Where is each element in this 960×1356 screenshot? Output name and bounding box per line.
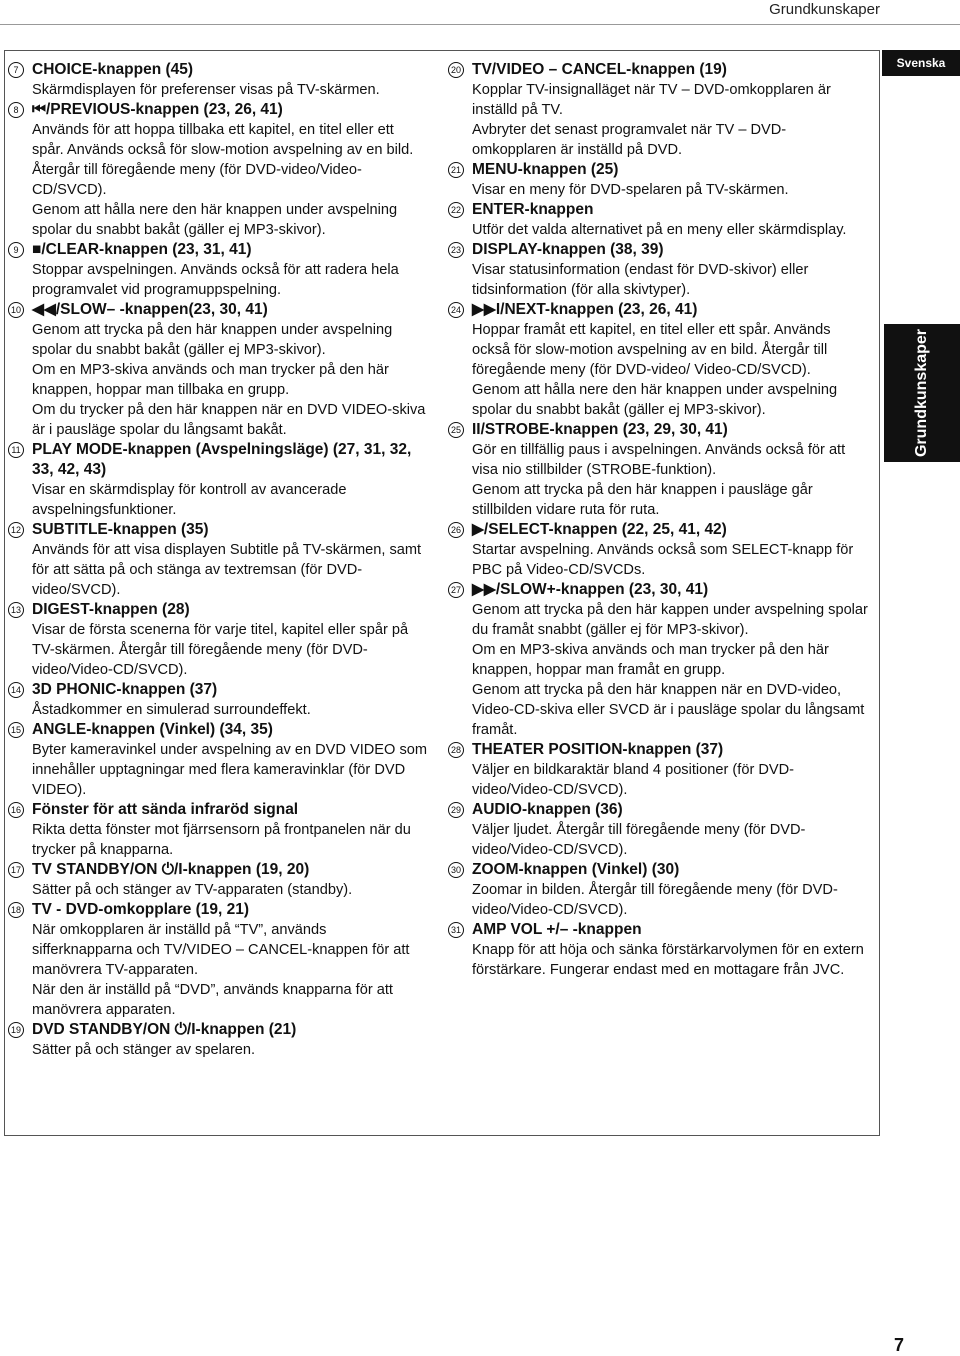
item-title	[448, 860, 868, 880]
item-number-badge: 7	[8, 62, 24, 78]
item-description-paragraph: Används för att visa displayen Subtitle på TV-skärmen, samt för att sätta på och stänga av textremsan (för DVD-video/SVCD).	[32, 542, 422, 598]
list-item	[8, 680, 428, 720]
item-description	[8, 120, 428, 240]
item-number-badge: 23	[448, 242, 464, 258]
item-description	[8, 740, 428, 800]
item-description	[448, 260, 868, 300]
item-title	[448, 580, 868, 600]
item-description	[448, 180, 868, 200]
item-description-paragraph: Genom att hålla nere den här knappen under avspelning spolar du snabbt bakåt (gäller ej MP3-skivor).	[32, 202, 398, 238]
item-description	[448, 440, 868, 520]
item-title-text: Fönster för att sända infraröd signal	[32, 801, 299, 818]
item-description-paragraph: Stoppar avspelningen. Används också för att radera hela programvalet vid programuppspelning.	[32, 262, 399, 298]
item-title	[448, 800, 868, 820]
list-item	[8, 520, 428, 600]
item-description	[448, 220, 868, 240]
item-number-badge: 17	[8, 862, 24, 878]
item-description	[448, 80, 868, 160]
item-description-paragraph: Genom att trycka på den här knappen under avspelning spolar du snabbt bakåt (gäller ej MP3-skivor).	[32, 322, 393, 358]
item-description	[448, 600, 868, 740]
list-item	[8, 300, 428, 440]
list-item	[448, 800, 868, 860]
list-item	[448, 160, 868, 200]
item-description-paragraph: Sätter på och stänger av TV-apparaten (standby).	[32, 882, 353, 898]
item-title	[8, 100, 428, 120]
item-description	[8, 80, 428, 100]
item-title	[448, 160, 868, 180]
item-description-paragraph: Kopplar TV-insignalläget när TV – DVD-omkopplaren är inställd på TV.	[472, 82, 831, 118]
item-title-text: CHOICE-knappen (45)	[32, 61, 194, 78]
item-description-paragraph: Genom att hålla nere den här knappen under avspelning spolar du snabbt bakåt (gäller ej MP3-skivor).	[472, 382, 838, 418]
item-number-badge: 9	[8, 242, 24, 258]
item-title-text: ANGLE-knappen (Vinkel) (34, 35)	[32, 721, 273, 738]
item-title	[8, 440, 428, 480]
item-title-text: PLAY MODE-knappen (Avspelningsläge) (27, 31, 32, 33, 42, 43)	[32, 441, 412, 478]
item-title	[8, 1020, 428, 1040]
item-title	[448, 240, 868, 260]
item-number-badge: 21	[448, 162, 464, 178]
item-description-paragraph: Knapp för att höja och sänka förstärkarvolymen för en extern förstärkare. Fungerar endast med en mottagare från JVC.	[472, 942, 864, 978]
item-number-badge: 20	[448, 62, 464, 78]
list-item	[8, 800, 428, 860]
item-description-paragraph: Visar statusinformation (endast för DVD-skivor) eller tidsinformation (för alla skivtyper).	[472, 262, 809, 298]
item-description	[8, 820, 428, 860]
item-number-badge: 25	[448, 422, 464, 438]
item-title-text: THEATER POSITION-knappen (37)	[472, 741, 724, 758]
list-item	[8, 60, 428, 100]
item-title-text: DVD STANDBY/ON ⏻/I-knappen (21)	[32, 1021, 297, 1038]
item-title	[8, 720, 428, 740]
item-title-text: ZOOM-knappen (Vinkel) (30)	[472, 861, 680, 878]
item-description-paragraph: Om en MP3-skiva används och man trycker på den här knappen, hoppar man tillbaka en grupp.	[32, 362, 389, 398]
item-title	[448, 740, 868, 760]
item-title-text: SUBTITLE-knappen (35)	[32, 521, 209, 538]
item-description-paragraph: Visar en meny för DVD-spelaren på TV-skärmen.	[472, 182, 789, 198]
item-description-paragraph: Visar en skärmdisplay för kontroll av avancerade avspelningsfunktioner.	[32, 482, 347, 518]
item-title-text: TV STANDBY/ON ⏻/I-knappen (19, 20)	[32, 861, 310, 878]
section-tab-label: Grundkunskaper	[913, 328, 930, 458]
item-description	[8, 920, 428, 1020]
item-description	[8, 540, 428, 600]
item-description-paragraph: Skärmdisplayen för preferenser visas på TV-skärmen.	[32, 82, 380, 98]
item-number-badge: 29	[448, 802, 464, 818]
item-number-badge: 14	[8, 682, 24, 698]
header-section-label: Grundkunskaper	[769, 1, 880, 18]
list-item	[8, 100, 428, 240]
item-title-text: ENTER-knappen	[472, 201, 594, 218]
item-number-badge: 18	[8, 902, 24, 918]
item-title-text: AMP VOL +/– -knappen	[472, 921, 642, 938]
item-description	[448, 540, 868, 580]
item-title	[8, 800, 428, 820]
header-divider	[0, 24, 960, 25]
item-description-paragraph: Genom att trycka på den här kappen under avspelning spolar du framåt snabbt (gäller ej för MP3-skivor).	[472, 602, 868, 638]
item-description-paragraph: Genom att trycka på den här knappen i pausläge går stillbilden vidare ruta för ruta.	[472, 482, 813, 518]
item-title	[8, 300, 428, 320]
list-item	[8, 860, 428, 900]
list-item	[448, 580, 868, 740]
item-title	[448, 300, 868, 320]
item-description	[8, 480, 428, 520]
item-title	[448, 200, 868, 220]
item-title-text: TV/VIDEO – CANCEL-knappen (19)	[472, 61, 727, 78]
item-title	[8, 900, 428, 920]
item-description-paragraph: Utför det valda alternativet på en meny eller skärmdisplay.	[472, 222, 847, 238]
list-item	[8, 1020, 428, 1060]
item-title	[448, 520, 868, 540]
item-description	[8, 620, 428, 680]
list-item	[8, 600, 428, 680]
right-column	[448, 60, 868, 980]
item-title-text: 3D PHONIC-knappen (37)	[32, 681, 218, 698]
item-number-badge: 26	[448, 522, 464, 538]
item-title-text: ■/CLEAR-knappen (23, 31, 41)	[32, 241, 252, 258]
item-title	[448, 60, 868, 80]
item-title-text: DISPLAY-knappen (38, 39)	[472, 241, 664, 258]
left-column	[8, 60, 428, 1060]
item-title-text: AUDIO-knappen (36)	[472, 801, 623, 818]
item-title	[8, 520, 428, 540]
item-description	[8, 880, 428, 900]
list-item	[448, 520, 868, 580]
item-title-text: ▶▶/SLOW+-knappen (23, 30, 41)	[472, 581, 709, 598]
item-description-paragraph: Zoomar in bilden. Återgår till föregående meny (för DVD-video/Video-CD/SVCD).	[472, 882, 838, 918]
item-description	[448, 760, 868, 800]
list-item	[448, 60, 868, 160]
item-number-badge: 28	[448, 742, 464, 758]
item-description-paragraph: Rikta detta fönster mot fjärrsensorn på frontpanelen när du trycker på knapparna.	[32, 822, 411, 858]
item-title-text: ▶/SELECT-knappen (22, 25, 41, 42)	[472, 521, 727, 538]
list-item	[8, 440, 428, 520]
item-number-badge: 30	[448, 862, 464, 878]
item-description-paragraph: Startar avspelning. Används också som SELECT-knapp för PBC på Video-CD/SVCDs.	[472, 542, 854, 578]
item-description	[448, 880, 868, 920]
item-description	[8, 700, 428, 720]
item-number-badge: 27	[448, 582, 464, 598]
item-title	[8, 60, 428, 80]
item-title	[448, 420, 868, 440]
item-description-paragraph: Genom att trycka på den här knappen när en DVD-video, Video-CD-skiva eller SVCD är i pausläge spolar du långsamt framåt.	[472, 682, 865, 738]
language-tab: Svenska	[882, 50, 960, 76]
list-item	[448, 920, 868, 980]
item-description-paragraph: Åstadkommer en simulerad surroundeffekt.	[32, 702, 311, 718]
item-description-paragraph: Hoppar framåt ett kapitel, en titel eller ett spår. Används också för slow-motion avspelning av en bild. Återgår till föregående meny (för DVD-video/ Video-CD/SVCD).	[472, 322, 831, 378]
item-title	[448, 920, 868, 940]
item-number-badge: 10	[8, 302, 24, 318]
item-number-badge: 12	[8, 522, 24, 538]
item-title-text: MENU-knappen (25)	[472, 161, 619, 178]
item-description-paragraph: Avbryter det senast programvalet när TV – DVD-omkopplaren är inställd på DVD.	[472, 122, 787, 158]
list-item	[448, 740, 868, 800]
item-title-text: ◀◀/SLOW– -knappen(23, 30, 41)	[32, 301, 268, 318]
item-description-paragraph: Sätter på och stänger av spelaren.	[32, 1042, 256, 1058]
item-number-badge: 22	[448, 202, 464, 218]
item-number-badge: 19	[8, 1022, 24, 1038]
item-description-paragraph: Om en MP3-skiva används och man trycker på den här knappen, hoppar man framåt en grupp.	[472, 642, 829, 678]
list-item	[448, 200, 868, 240]
item-number-badge: 31	[448, 922, 464, 938]
item-description-paragraph: Väljer en bildkaraktär bland 4 positioner (för DVD-video/Video-CD/SVCD).	[472, 762, 795, 798]
item-number-badge: 8	[8, 102, 24, 118]
item-description-paragraph: När den är inställd på “DVD”, används knapparna för att manövrera apparaten.	[32, 982, 393, 1018]
item-description-paragraph: Väljer ljudet. Återgår till föregående meny (för DVD-video/Video-CD/SVCD).	[472, 822, 806, 858]
item-description-paragraph: När omkopplaren är inställd på “TV”, används sifferknapparna och TV/VIDEO – CANCEL-knappen för att manövrera TV-apparaten.	[32, 922, 410, 978]
item-description-paragraph: Används för att hoppa tillbaka ett kapitel, en titel eller ett spår. Används också för slow-motion avspelning av en bild. Återgår till föregående meny (för DVD-video/Video-CD/SVCD).	[32, 122, 414, 198]
item-title	[8, 240, 428, 260]
item-title	[8, 680, 428, 700]
item-title	[8, 860, 428, 880]
list-item	[8, 720, 428, 800]
item-title-text: TV - DVD-omkopplare (19, 21)	[32, 901, 250, 918]
item-number-badge: 24	[448, 302, 464, 318]
item-number-badge: 13	[8, 602, 24, 618]
list-item	[8, 900, 428, 1020]
item-description	[448, 940, 868, 980]
item-number-badge: 15	[8, 722, 24, 738]
item-title-text: ▶▶I/NEXT-knappen (23, 26, 41)	[472, 301, 698, 318]
section-tab	[884, 324, 960, 462]
item-description-paragraph: Byter kameravinkel under avspelning av en DVD VIDEO som innehåller upptagningar med flera kameravinklar (för DVD VIDEO).	[32, 742, 428, 798]
item-description-paragraph: Visar de första scenerna för varje titel, kapitel eller spår på TV-skärmen. Återgår till föregående meny (för DVD-video/Video-CD/SVCD).	[32, 622, 409, 678]
list-item	[448, 420, 868, 520]
item-number-badge: 16	[8, 802, 24, 818]
item-number-badge: 11	[8, 442, 24, 458]
item-description-paragraph: Om du trycker på den här knappen när en DVD VIDEO-skiva är i pausläge spolar du långsamt bakåt.	[32, 402, 426, 438]
item-title-text: DIGEST-knappen (28)	[32, 601, 190, 618]
list-item	[448, 240, 868, 300]
page-number: 7	[893, 1335, 904, 1355]
item-description	[8, 1040, 428, 1060]
list-item	[448, 300, 868, 420]
list-item	[8, 240, 428, 300]
item-description	[8, 320, 428, 440]
item-description	[448, 820, 868, 860]
item-description	[448, 320, 868, 420]
item-description-paragraph: Gör en tillfällig paus i avspelningen. Används också för att visa nio stillbilder (STROBE-funktion).	[472, 442, 846, 478]
list-item	[448, 860, 868, 920]
item-title	[8, 600, 428, 620]
item-title-text: ⏮/PREVIOUS-knappen (23, 26, 41)	[32, 101, 283, 118]
item-description	[8, 260, 428, 300]
item-title-text: II/STROBE-knappen (23, 29, 30, 41)	[472, 421, 728, 438]
